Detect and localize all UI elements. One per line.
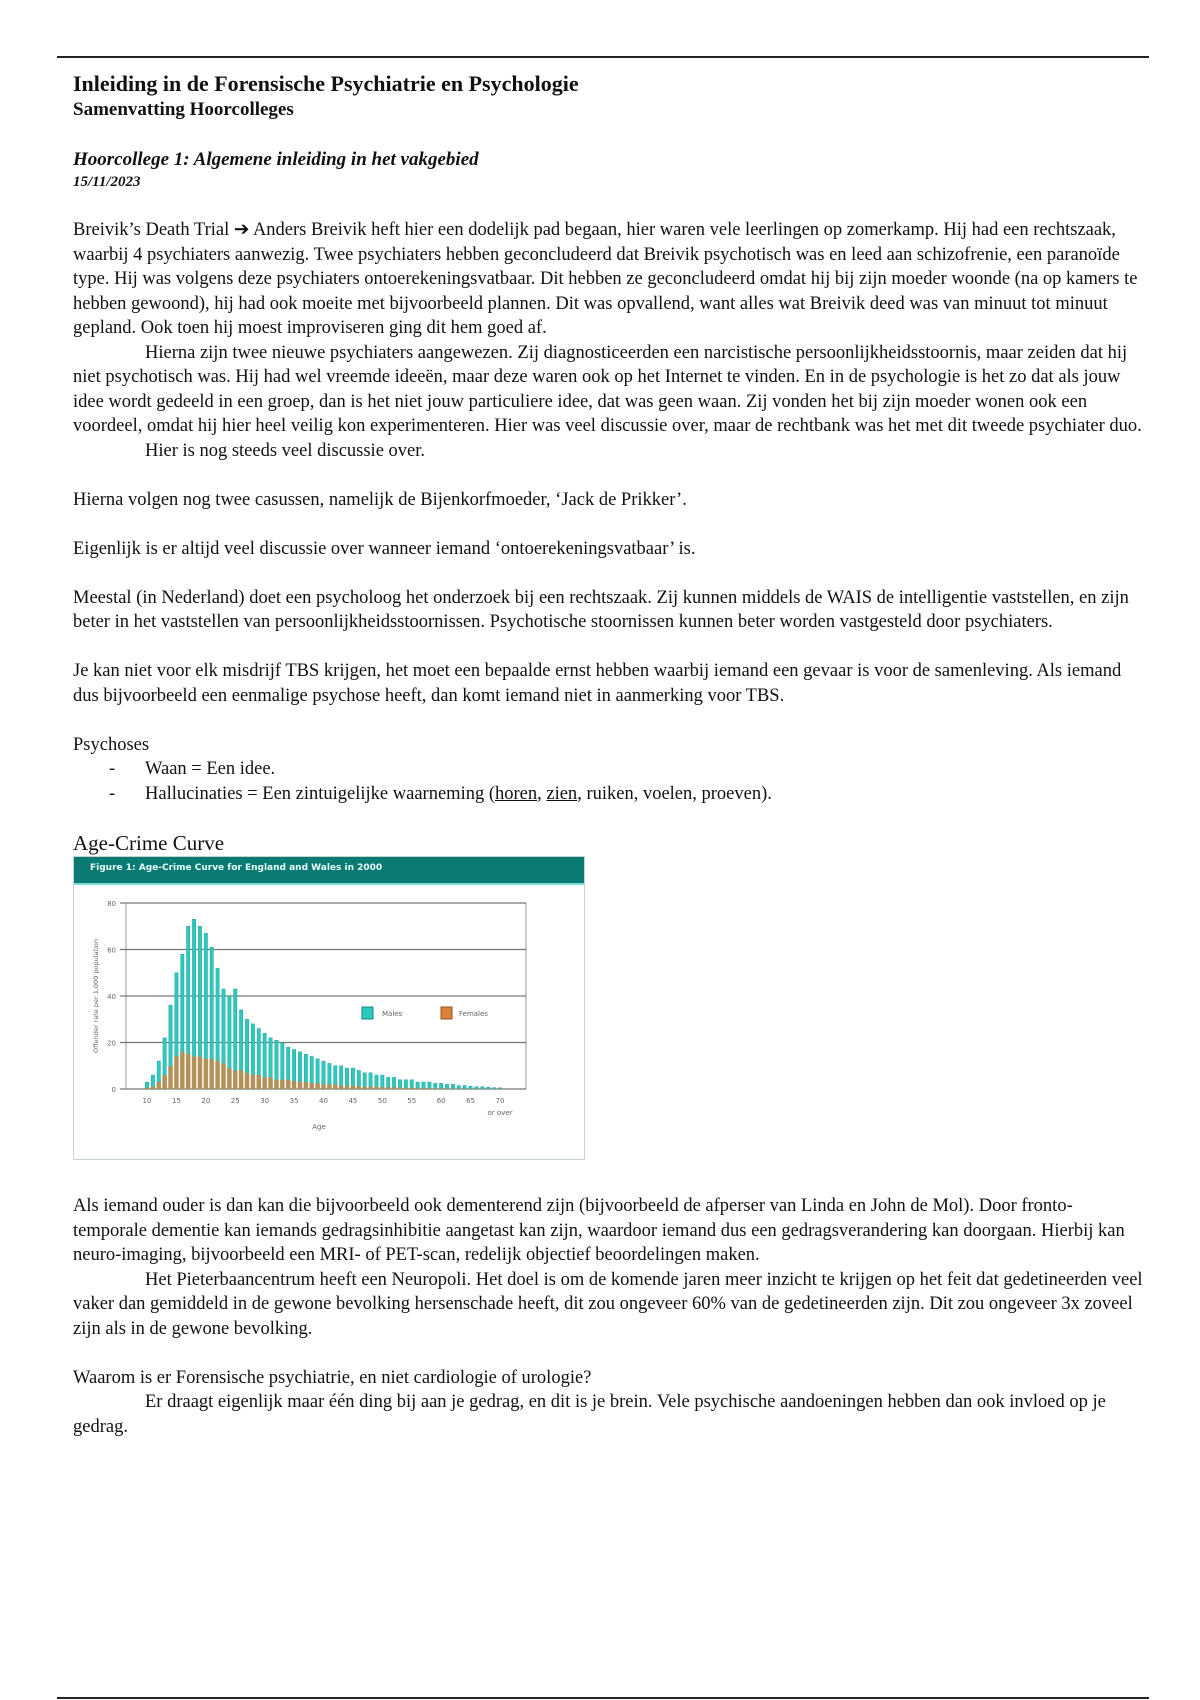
hallucinaties-suffix: , ruiken, voelen, proeven).	[577, 783, 772, 804]
svg-text:45: 45	[348, 1097, 358, 1105]
top-rule	[57, 56, 1149, 58]
svg-text:20: 20	[107, 1039, 116, 1048]
svg-text:60: 60	[436, 1097, 446, 1105]
psychoses-heading: Psychoses	[73, 734, 150, 755]
document-title: Inleiding in de Forensische Psychiatrie en Psychologie	[73, 71, 579, 96]
svg-text:or over: or over	[487, 1109, 513, 1117]
svg-text:55: 55	[407, 1097, 417, 1105]
paragraph-tbs: Je kan niet voor elk misdrijf TBS krijgen, het moet een bepaalde ernst hebben waarbij iemand een gevaar is voor de samenleving. Als iemand dus bijvoorbeeld een eenmalige psychose heeft, dan komt iemand niet in aanmerking voor TBS.	[73, 661, 1122, 706]
age-crime-chart	[74, 857, 584, 1159]
svg-text:Males: Males	[382, 1010, 403, 1018]
svg-text:Offender rate per 1,000 popula: Offender rate per 1,000 population	[92, 939, 100, 1053]
svg-text:Females: Females	[459, 1010, 488, 1018]
svg-text:50: 50	[377, 1097, 387, 1105]
figure-label: Age-Crime Curve	[73, 831, 225, 855]
svg-text:15: 15	[171, 1097, 181, 1105]
paragraph-ontoerekeningsvatbaar: Eigenlijk is er altijd veel discussie over wanneer iemand ‘ontoerekeningsvatbaar’ is.	[73, 538, 696, 559]
psychoses-list	[73, 757, 1143, 806]
paragraph-breivik: Breivik’s Death Trial ➔ Anders Breivik heft hier een dodelijk pad begaan, hier waren vele leerlingen op zomerkamp. Hij had een rechtszaak, waarbij 4 psychiaters aanwezig. Twee psychiaters hebben geconcludeerd dat Breivik psychotisch was en leed aan schizofrenie, een paranoïde type. Hij was volgens deze psychiaters ontoerekeningsvatbaar. Dit hebben ze geconcludeerd omdat hij bij zijn moeder woonde (na op kamers te hebben gewoond), hij had ook moeite met bijvoorbeeld plannen. Dit was opvallend, want alles wat Breivik deed was van minuut tot minuut gepland. Ook toen hij moest improviseren ging dit hem goed af.	[73, 220, 1138, 338]
svg-text:60: 60	[107, 946, 116, 955]
svg-text:65: 65	[466, 1097, 476, 1105]
svg-text:25: 25	[230, 1097, 240, 1105]
svg-text:0: 0	[111, 1086, 116, 1094]
paragraph-dementie: Als iemand ouder is dan kan die bijvoorbeeld ook dementerend zijn (bijvoorbeeld de afperser van Linda en John de Mol). Door fronto-temporale dementie kan iemands gedragsinhibitie aangetast kan zijn, waardoor iemand dus een gedragsverandering kan doorgaan. Hierbij kan neuro-imaging, bijvoorbeeld een MRI- of PET-scan, redelijk objectief beoordelingen maken.	[73, 1196, 1125, 1265]
paragraph-cases: Hierna volgen nog twee casussen, namelijk de Bijenkorfmoeder, ‘Jack de Prikker’.	[73, 489, 687, 510]
underlined-zien: zien	[546, 783, 578, 804]
paragraph-new-psychiatrists: Hierna zijn twee nieuwe psychiaters aangewezen. Zij diagnosticeerden een narcistische persoonlijkheidsstoornis, maar zeiden dat hij niet psychotisch was. Hij had wel vreemde ideeën, maar deze waren ook op het Internet te vinden. En in de psychologie is het zo dat als jouw idee wordt gedeeld in een groep, dan is het niet jouw particuliere idee, dat was geen waan. Zij vonden het bij zijn moeder wonen ook een voordeel, omdat hij hier heel veilig kon experimenteren. Hier was veel discussie over, maar de rechtbank was het met dit tweede psychiater duo.	[73, 342, 1142, 436]
underlined-horen: horen	[495, 783, 538, 804]
svg-text:40: 40	[107, 993, 116, 1001]
svg-text:70: 70	[495, 1097, 505, 1105]
svg-text:40: 40	[319, 1097, 328, 1105]
paragraph-brein: Er draagt eigenlijk maar één ding bij aan je gedrag, en dit is je brein. Vele psychische aandoeningen hebben dan ook invloed op je gedrag.	[73, 1392, 1106, 1437]
svg-text:Age: Age	[312, 1123, 326, 1131]
document-page	[73, 70, 1143, 1439]
svg-text:20: 20	[201, 1097, 211, 1105]
lecture-date: 15/11/2023	[73, 174, 141, 190]
bottom-rule	[57, 1697, 1149, 1699]
svg-text:10: 10	[142, 1097, 152, 1105]
figure-header-text: Figure 1: Age-Crime Curve for England and Wales in 2000	[90, 863, 383, 873]
paragraph-question: Waarom is er Forensische psychiatrie, en niet cardiologie of urologie?	[73, 1367, 592, 1388]
svg-text:30: 30	[260, 1097, 270, 1105]
age-crime-figure	[73, 856, 585, 1160]
list-item-waan: - Waan = Een idee.	[73, 757, 1143, 782]
lecture-title: Hoorcollege 1: Algemene inleiding in het vakgebied	[73, 149, 479, 170]
hallucinaties-text: Hallucinaties = Een zintuigelijke waarneming (	[145, 783, 495, 804]
separator: ,	[537, 783, 547, 804]
paragraph-psycholoog: Meestal (in Nederland) doet een psycholoog het onderzoek bij een rechtszaak. Zij kunnen middels de WAIS de intelligentie vaststellen, en zijn beter in het vaststellen van persoonlijkheidsstoornissen. Psychotische stoornissen kunnen beter worden vastgesteld door psychiaters.	[73, 587, 1129, 632]
list-item-hallucinaties	[73, 782, 1143, 807]
paragraph-pieterbaan: Het Pieterbaancentrum heeft een Neuropoli. Het doel is om de komende jaren meer inzicht te krijgen op het feit dat gedetineerden veel vaker dan gemiddeld in de gewone bevolking hersenschade heeft, dit zou ongeveer 60% van de gedetineerden zijn. Dit zou ongeveer 3x zoveel zijn als in de gewone bevolking.	[73, 1269, 1143, 1339]
svg-text:35: 35	[289, 1097, 299, 1105]
svg-text:80: 80	[107, 900, 116, 908]
paragraph-discussion: Hier is nog steeds veel discussie over.	[145, 440, 426, 461]
document-subtitle: Samenvatting Hoorcolleges	[73, 99, 294, 120]
